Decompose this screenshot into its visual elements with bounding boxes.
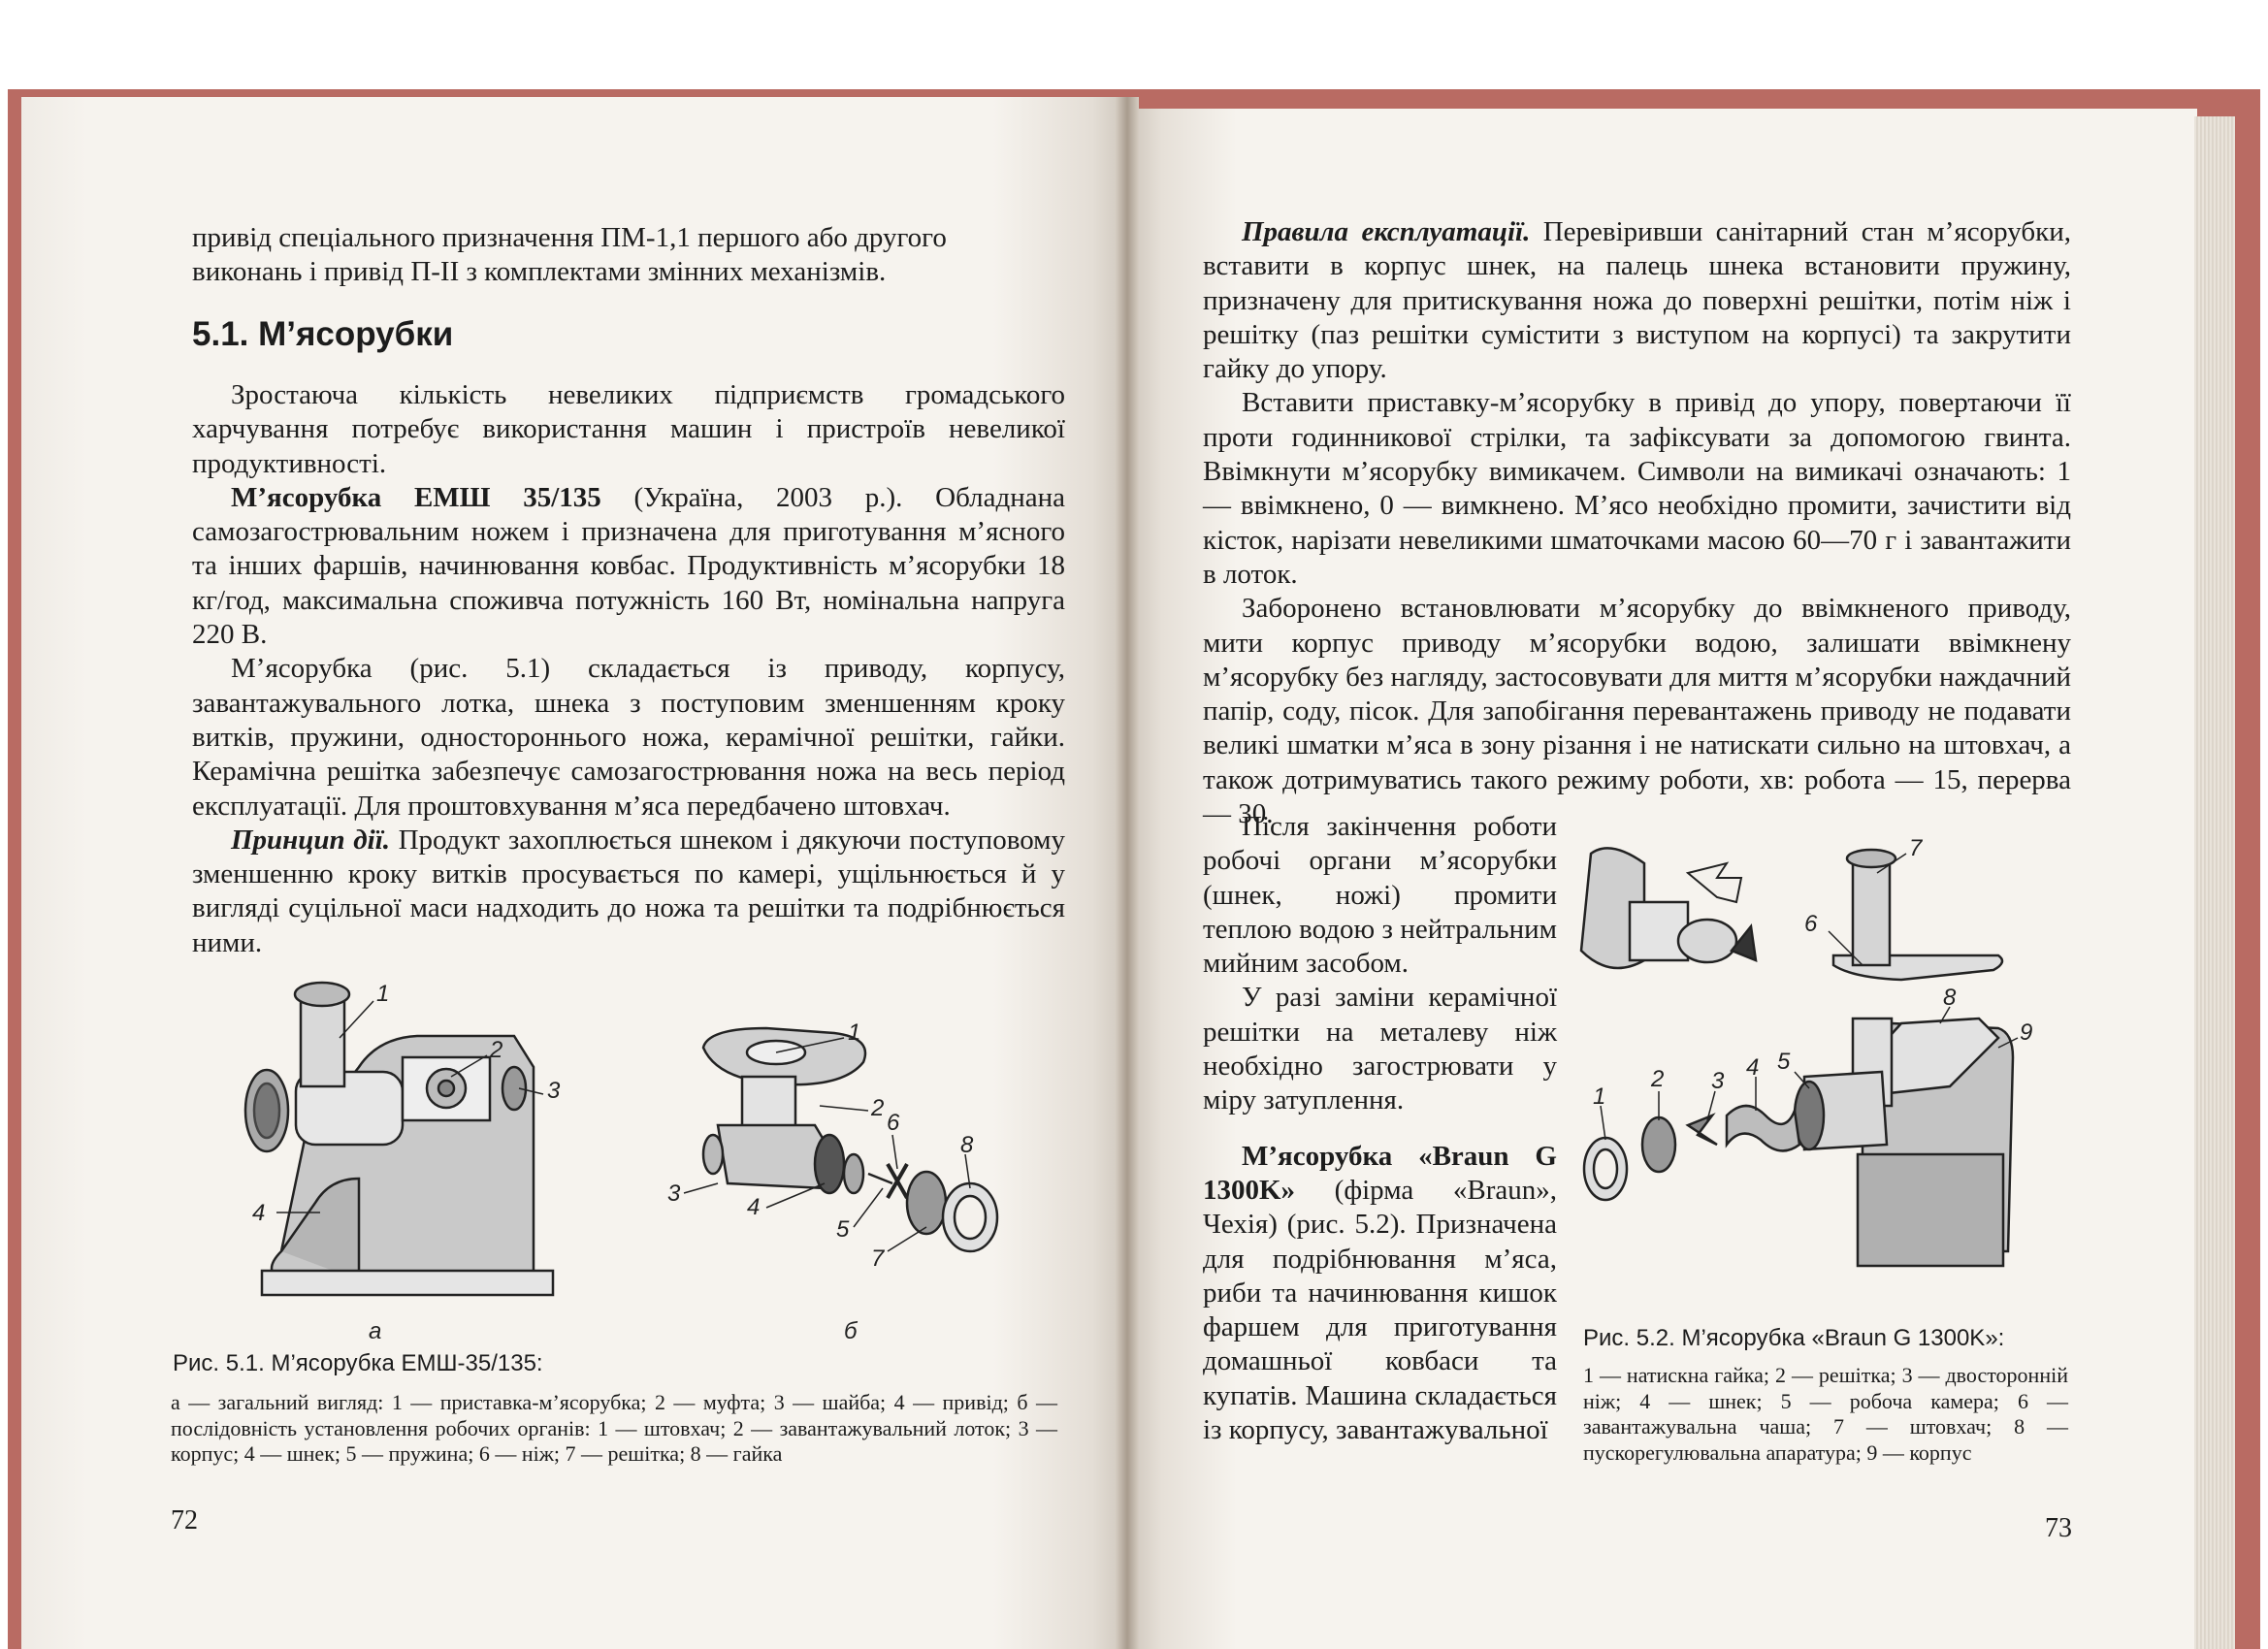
fig51b-label-6: 6 [887,1110,900,1136]
fig52-label-6: 6 [1804,911,1818,937]
fig51b-label-3: 3 [667,1180,681,1207]
figure-5-2 [1571,834,2086,1290]
page-number-right: 73 [2045,1513,2072,1543]
left-para-1: Зростаюча кількість невеликих підприємств громадського харчування потребує використання машин і пристроїв невеликої продуктивності. [192,379,1065,479]
book-gutter [1116,97,1139,1649]
figure-5-1-legend: а — загальний вигляд: 1 — приставка-м’ясорубка; 2 — муфта; 3 — шайба; 4 — привід; б — послідовність установлення робочих органів: 1 — штовхач; 2 — завантажувальний лоток; 3 — корпус; 4 — шнек; 5 — пружина; 6 — ніж; 7 — решітка; 8 — гайка [171,1390,1057,1467]
fig51a-label-4: 4 [252,1200,266,1226]
fig51b-label-7: 7 [871,1245,885,1272]
fig52-label-5: 5 [1777,1049,1791,1075]
right-para-6-text: (фірма «Braun», Чехія) (рис. 5.2). Призначена для подрібнювання м’яса, риби та начинювання кишок фаршем для приготування домашньої ковбаси та купатів. Машина складається із корпусу, завантажувальної [1203,1174,1557,1446]
left-para-2 [192,481,1065,652]
fig52-label-2: 2 [1651,1066,1665,1092]
right-para-1 [1203,215,2071,386]
operating-rules-label: Правила експлуатації. [1242,216,1531,247]
figure-5-1 [223,980,1077,1358]
right-para-6 [1203,1140,1557,1448]
left-body [192,378,1065,960]
fig51b-label-8: 8 [960,1132,974,1158]
fig51a-label-2: 2 [490,1037,503,1063]
right-body [1203,215,2071,831]
braun-grinder-drawing [1581,848,2013,1266]
fig52-label-3: 3 [1711,1068,1725,1094]
fig51a-label-3: 3 [547,1078,561,1104]
fig51a-label-1: 1 [376,981,390,1007]
right-para-3: Заборонено встановлювати м’ясорубку до ввімкненого приводу, мити корпус приводу м’ясорубки водою, залишати ввімкнену м’ясорубку без нагляду, застосовувати для миття м’ясорубки наждачний папір, соду, пісок. Для запобігання перевантажень приводу не подавати великі шматки м’яса в зону різання і не натискати сильно на штовхач, а також дотримуватись такого режиму роботи, хв: робота — 15, перерва — 30. [1203,593,2071,830]
fig52-label-8: 8 [1943,985,1957,1011]
intro-line-2: виконань і привід П-ІІ з комплектами змінних механізмів. [192,256,887,288]
principle-label: Принцип дії. [231,824,390,856]
fig52-label-7: 7 [1909,835,1923,861]
page-edges [2194,116,2235,1649]
meat-grinder-emsh-drawing [245,983,553,1295]
fig51-sub-b: б [844,1318,858,1344]
fig51b-label-5: 5 [836,1216,850,1243]
right-para-4: Після закінчення роботи робочі органи м’ясорубки (шнек, ножі) промити теплою водою з нейтральним мийним засобом. [1203,811,1557,980]
fig51-sub-a: а [369,1318,382,1344]
page-number-left: 72 [171,1505,198,1536]
fig51b-label-2: 2 [871,1095,885,1121]
model-name-braun: М’ясорубка «Braun G 1300K» [1203,1140,1557,1206]
left-para-4-text: Продукт захоплюється шнеком і дякуючи поступовому зменшенню кроку витків просувається по камері, ущільнюється й у вигляді суцільної маси надходить до ножа та решітки та подрібнюється ними. [192,824,1065,958]
left-para-3: М’ясорубка (рис. 5.1) складається із приводу, корпусу, завантажувального лотка, шнека з поступовим зменшенням кроку витків, пружини, одностороннього ножа, керамічної решітки, гайки. Керамічна решітка забезпечує самозагострювання ножа на весь період експлуатації. Для проштовхування м’яса передбачено штовхач. [192,653,1065,822]
fig52-label-1: 1 [1593,1083,1606,1110]
fig51b-label-4: 4 [747,1194,761,1220]
fig51b-label-1: 1 [848,1019,861,1046]
right-para-1-text: Перевіривши санітарний стан м’ясорубки, вставити в корпус шнек, на палець шнека встановити пружину, призначену для притискування ножа до поверхні решітки, потім ніж і решітку (паз решітки сумістити з виступом на корпусі) та закрутити гайку до упору. [1203,216,2071,385]
left-para-2-text: (Україна, 2003 р.). Обладнана самозагострювальним ножем і призначена для приготування м’ясного та інших фаршів, начинювання ковбас. Продуктивність м’ясорубки 18 кг/год, максимальна споживча потужність 160 Вт, номінальна напруга 220 В. [192,481,1065,651]
right-para-5: У разі заміни керамічної решітки на металеву ніж необхідно загострювати у міру затуплення. [1203,982,1557,1116]
intro-line-1: привід спеціального призначення ПМ-1,1 першого або другого [192,222,947,253]
fig52-label-4: 4 [1746,1054,1760,1081]
intro-text [192,221,1065,290]
right-para-2: Вставити приставку-м’ясорубку в привід до упору, повертаючи її проти годинникової стрілки, та зафіксувати за допомогою гвинта. Ввімкнути м’ясорубку вимикачем. Символи на вимикачі означають: 1 — ввімкнено, 0 — вимкнено. М’ясо необхідно промити, зачистити від кісток, нарізати невеликими шматочками масою 60—70 г і завантажити в лоток. [1203,387,2071,590]
figure-5-2-legend: 1 — натискна гайка; 2 — решітка; 3 — двосторонній ніж; 4 — шнек; 5 — робоча камера; 6 — завантажувальна чаша; 7 — штовхач; 8 — пускорегулювальна апаратура; 9 — корпус [1583,1363,2068,1465]
section-heading: 5.1. М’ясорубки [192,315,454,353]
figure-5-1-caption: Рис. 5.1. М’ясорубка ЕМШ-35/135: [173,1350,543,1376]
fig52-label-9: 9 [2020,1019,2033,1046]
left-para-4 [192,824,1065,960]
right-narrow-body [1203,810,1557,1447]
figure-5-2-caption: Рис. 5.2. М’ясорубка «Braun G 1300K»: [1583,1325,2005,1351]
model-name-emsh: М’ясорубка ЕМШ 35/135 [231,481,601,513]
